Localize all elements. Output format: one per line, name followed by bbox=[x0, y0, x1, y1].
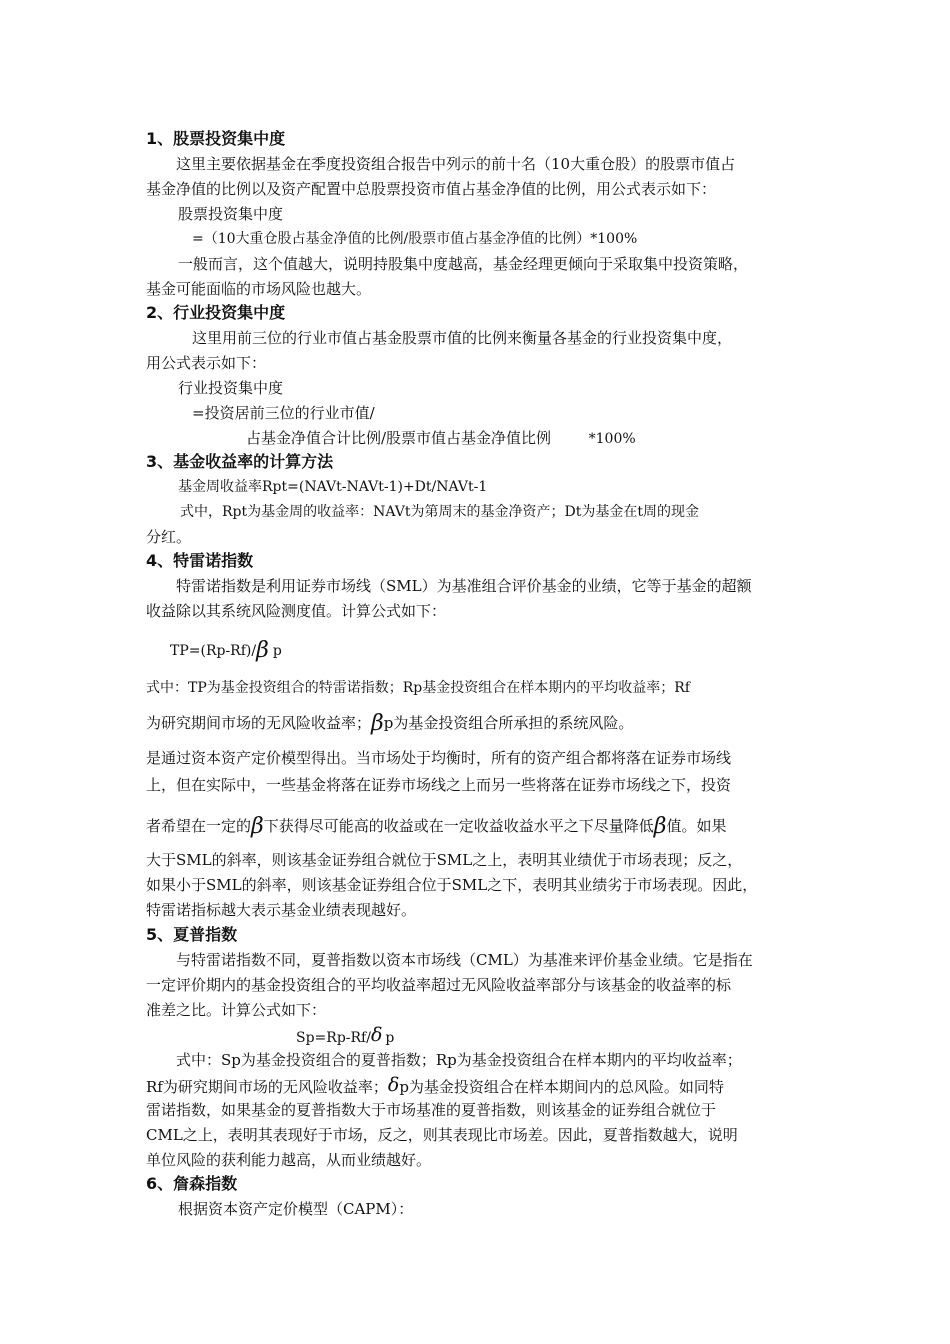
beta-symbol: β bbox=[256, 638, 269, 663]
paragraph-line: 一般而言，这个值越大，说明持股集中度越高，基金经理更倾向于采取集中投资策略， bbox=[178, 255, 749, 273]
formula-sub: p bbox=[272, 643, 282, 659]
paragraph-line: 如果小于SML的斜率，则该基金证券组合位于SML之下，表明其业绩劣于市场表现。因此， bbox=[146, 876, 758, 894]
paragraph-line: CML之上，表明其表现好于市场，反之，则其表现比市场差。因此，夏普指数越大，说明 bbox=[146, 1126, 738, 1144]
formula-treynor bbox=[170, 638, 282, 663]
text-run: Rf为研究期间市场的无风险收益率； bbox=[146, 1078, 388, 1096]
formula-suffix: *100% bbox=[588, 431, 636, 447]
text-run: p为基金投资组合在样本期间内的总风险。如同特 bbox=[399, 1078, 724, 1096]
paragraph-line bbox=[146, 713, 633, 734]
formula-text: Sp=Rp-Rf/ bbox=[296, 1030, 371, 1046]
paragraph-line: 这里主要依据基金在季度投资组合报告中列示的前十名（10大重仓股）的股票市值占 bbox=[176, 155, 736, 173]
paragraph-line: 特雷诺指标越大表示基金业绩表现越好。 bbox=[146, 901, 417, 919]
text-run: 者希望在一定的 bbox=[146, 817, 252, 835]
formula-sharpe bbox=[296, 1025, 394, 1048]
paragraph-line: 基金净值的比例以及资产配置中总股票投资市值占基金净值的比例，用公式表示如下： bbox=[146, 180, 717, 198]
paragraph-line: 根据资本资产定价模型（CAPM）： bbox=[178, 1200, 414, 1218]
formula-text: TP=(Rp-Rf)/ bbox=[170, 643, 257, 659]
paragraph-line: 大于SML的斜率，则该基金证券组合就位于SML之上，表明其业绩优于市场表现；反之， bbox=[146, 851, 743, 869]
paragraph-line: 与特雷诺指数不同，夏普指数以资本市场线（CML）为基准来评价基金业绩。它是指在 bbox=[176, 951, 753, 969]
paragraph-line: 式中：Sp为基金投资组合的夏普指数；Rp为基金投资组合在样本期内的平均收益率； bbox=[176, 1051, 742, 1069]
paragraph-line: 雷诺指数，如果基金的夏普指数大于市场基准的夏普指数，则该基金的证券组合就位于 bbox=[146, 1101, 717, 1119]
formula-name: 行业投资集中度 bbox=[178, 379, 284, 397]
delta-symbol: δ bbox=[370, 1024, 383, 1046]
paragraph-line: 分红。 bbox=[146, 528, 192, 546]
heading-industry-concentration: 2、行业投资集中度 bbox=[146, 303, 286, 322]
beta-symbol: β bbox=[251, 814, 264, 839]
formula-sub: p bbox=[385, 1030, 395, 1046]
paragraph-line: 基金可能面临的市场风险也越大。 bbox=[146, 280, 372, 298]
heading-treynor: 4、特雷诺指数 bbox=[146, 551, 254, 570]
text-run: 下获得尽可能高的收益或在一定收益收益水平之下尽量降低 bbox=[263, 817, 654, 835]
beta-symbol: β bbox=[371, 711, 384, 736]
formula-name: 股票投资集中度 bbox=[178, 205, 284, 223]
paragraph-line: 一定评价期内的基金投资组合的平均收益率超过无风险收益率部分与该基金的收益率的标 bbox=[146, 976, 732, 994]
paragraph-line bbox=[146, 816, 726, 837]
text-run: 为研究期间市场的无风险收益率； bbox=[146, 714, 372, 732]
formula: 基金周收益率Rpt=(NAVt-NAVt-1)+Dt/NAVt-1 bbox=[178, 479, 488, 495]
formula-line bbox=[246, 428, 636, 449]
paragraph-line: 特雷诺指数是利用证券市场线（SML）为基准组合评价基金的业绩，它等于基金的超额 bbox=[176, 577, 752, 595]
beta-symbol: β bbox=[653, 814, 667, 839]
paragraph-line: 上，但在实际中，一些基金将落在证券市场线之上而另一些将落在证券市场线之下，投资 bbox=[146, 776, 732, 794]
paragraph-line: 式中：TP为基金投资组合的特雷诺指数；Rp基金投资组合在样本期内的平均收益率；Rf bbox=[146, 680, 690, 696]
formula: =（10大重仓股占基金净值的比例/股票市值占基金净值的比例）*100% bbox=[192, 231, 638, 247]
heading-sharpe: 5、夏普指数 bbox=[146, 925, 238, 944]
paragraph-line: 准差之比。计算公式如下： bbox=[146, 1001, 327, 1019]
text-run: p为基金投资组合所承担的系统风险。 bbox=[383, 714, 634, 732]
heading-jensen: 6、詹森指数 bbox=[146, 1174, 238, 1193]
heading-return-calc: 3、基金收益率的计算方法 bbox=[146, 452, 334, 471]
paragraph-line bbox=[146, 1075, 724, 1097]
delta-symbol: δ bbox=[387, 1074, 400, 1096]
paragraph-line: 式中，Rpt为基金周的收益率：NAVt为第周末的基金净资产；Dt为基金在t周的现金 bbox=[180, 504, 700, 520]
text-run: 值。如果 bbox=[666, 817, 727, 835]
paragraph-line: 用公式表示如下： bbox=[146, 354, 267, 372]
paragraph-line: 这里用前三位的行业市值占基金股票市值的比例来衡量各基金的行业投资集中度， bbox=[192, 329, 733, 347]
formula-text: 占基金净值合计比例/股票市值占基金净值比例 bbox=[246, 429, 552, 447]
paragraph-line: 单位风险的获利能力越高，从而业绩越好。 bbox=[146, 1151, 432, 1169]
formula-line: =投资居前三位的行业市值/ bbox=[192, 404, 375, 422]
paragraph-line: 是通过资本资产定价模型得出。当市场处于均衡时，所有的资产组合都将落在证券市场线 bbox=[146, 749, 732, 767]
heading-stock-concentration: 1、股票投资集中度 bbox=[146, 129, 286, 148]
paragraph-line: 收益除以其系统风险测度值。计算公式如下： bbox=[146, 602, 447, 620]
